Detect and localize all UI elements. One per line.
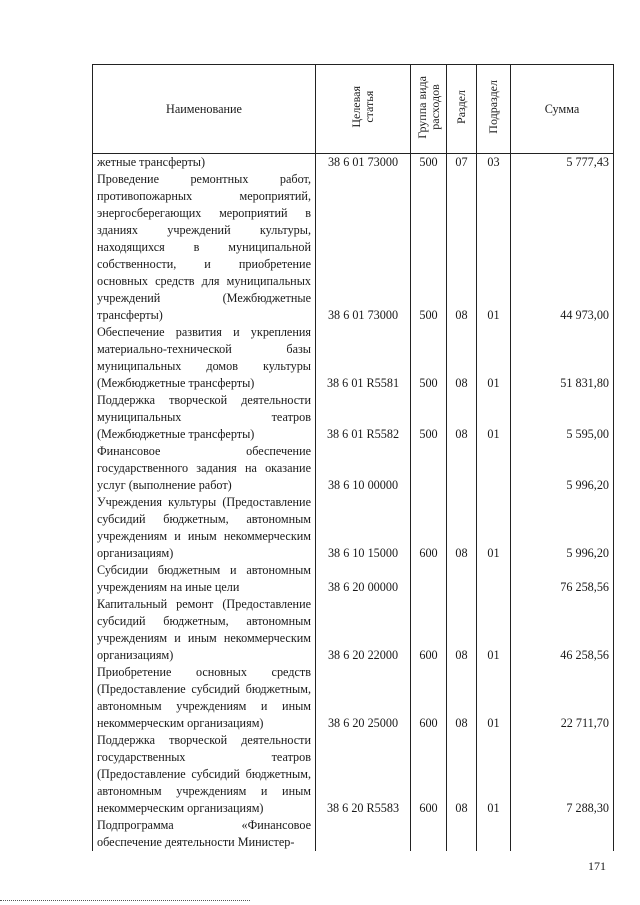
row-article: 38 6 10 15000 [316, 494, 411, 562]
row-article: 38 6 20 R5583 [316, 732, 411, 817]
header-target-article: Целевая статья [316, 65, 411, 154]
row-article: 38 6 01 R5582 [316, 392, 411, 443]
table-row [93, 596, 614, 664]
row-article: 38 6 10 00000 [316, 443, 411, 494]
row-name: Приобретение основных средств (Предоставление субсидий бюджетным, автономным учреждениям и иным некоммерческим организациям) [93, 664, 316, 732]
row-amount: 51 831,80 [511, 324, 614, 392]
row-amount: 5 777,43 [511, 154, 614, 172]
budget-table [92, 64, 614, 851]
row-article: 38 6 01 73000 [316, 154, 411, 172]
row-group: 600 [411, 664, 447, 732]
table-row [93, 443, 614, 494]
row-amount: 76 258,56 [511, 562, 614, 596]
row-group: 500 [411, 324, 447, 392]
row-subsection [477, 817, 511, 851]
table-row [93, 664, 614, 732]
row-section: 08 [447, 324, 477, 392]
row-amount [511, 817, 614, 851]
row-article: 38 6 01 73000 [316, 171, 411, 324]
row-group: 600 [411, 732, 447, 817]
row-name: Финансовое обеспечение государственного задания на оказание услуг (выполнение работ) [93, 443, 316, 494]
header-section: Раздел [447, 65, 477, 154]
row-section: 08 [447, 494, 477, 562]
header-name: Наименование [93, 65, 316, 154]
row-group: 500 [411, 392, 447, 443]
table-row [93, 154, 614, 172]
row-section: 08 [447, 732, 477, 817]
row-section: 08 [447, 171, 477, 324]
row-amount: 7 288,30 [511, 732, 614, 817]
row-section: 08 [447, 596, 477, 664]
header-expense-group: Группа вида расходов [411, 65, 447, 154]
row-article: 38 6 20 00000 [316, 562, 411, 596]
row-group: 500 [411, 154, 447, 172]
row-subsection: 01 [477, 596, 511, 664]
row-subsection: 01 [477, 732, 511, 817]
row-name: Учреждения культуры (Предоставление субсидий бюджетным, автономным учреждениям и иным некоммерческим организациям) [93, 494, 316, 562]
row-name: Обеспечение развития и укрепления материально-технической базы муниципальных домов культуры (Межбюджетные трансферты) [93, 324, 316, 392]
row-subsection: 01 [477, 324, 511, 392]
table-row [93, 732, 614, 817]
row-subsection [477, 562, 511, 596]
row-amount: 22 711,70 [511, 664, 614, 732]
row-amount: 5 996,20 [511, 494, 614, 562]
table-row [93, 392, 614, 443]
row-section: 08 [447, 392, 477, 443]
table-row [93, 324, 614, 392]
table-row [93, 562, 614, 596]
row-group: 600 [411, 494, 447, 562]
row-amount: 5 595,00 [511, 392, 614, 443]
row-subsection [477, 443, 511, 494]
row-group: 600 [411, 596, 447, 664]
row-article: 38 6 20 25000 [316, 664, 411, 732]
row-subsection: 03 [477, 154, 511, 172]
row-subsection: 01 [477, 392, 511, 443]
row-name: жетные трансферты) [93, 154, 316, 172]
row-amount: 46 258,56 [511, 596, 614, 664]
row-section: 07 [447, 154, 477, 172]
row-section [447, 817, 477, 851]
footer-rule [0, 900, 250, 901]
row-section [447, 562, 477, 596]
header-subsection: Подраздел [477, 65, 511, 154]
row-subsection: 01 [477, 664, 511, 732]
row-section [447, 443, 477, 494]
row-amount: 44 973,00 [511, 171, 614, 324]
row-group [411, 817, 447, 851]
row-name: Поддержка творческой деятельности государственных театров (Предоставление субсидий бюджетным, автономным учреждениям и иным некоммерческим организациям) [93, 732, 316, 817]
row-group [411, 443, 447, 494]
row-article: 38 6 01 R5581 [316, 324, 411, 392]
row-group [411, 562, 447, 596]
table-row [93, 494, 614, 562]
page-number: 171 [588, 859, 606, 873]
header-amount: Сумма [511, 65, 614, 154]
table-row [93, 817, 614, 851]
row-name: Подпрограмма «Финансовое обеспечение деятельности Министер- [93, 817, 316, 851]
row-subsection: 01 [477, 494, 511, 562]
row-article: 38 6 20 22000 [316, 596, 411, 664]
table-header-row [93, 65, 614, 154]
row-group: 500 [411, 171, 447, 324]
row-subsection: 01 [477, 171, 511, 324]
row-amount: 5 996,20 [511, 443, 614, 494]
row-name: Поддержка творческой деятельности муниципальных театров (Межбюджетные трансферты) [93, 392, 316, 443]
table-row [93, 171, 614, 324]
row-section: 08 [447, 664, 477, 732]
row-name: Проведение ремонтных работ, противопожарных мероприятий, энергосберегающих мероприятий в зданиях учреждений культуры, находящихся в муниципальной собственности, и приобретение основных средств для муниципальных учреждений (Межбюджетные трансферты) [93, 171, 316, 324]
row-name: Капитальный ремонт (Предоставление субсидий бюджетным, автономным учреждениям и иным некоммерческим организациям) [93, 596, 316, 664]
row-name: Субсидии бюджетным и автономным учреждениям на иные цели [93, 562, 316, 596]
row-article [316, 817, 411, 851]
